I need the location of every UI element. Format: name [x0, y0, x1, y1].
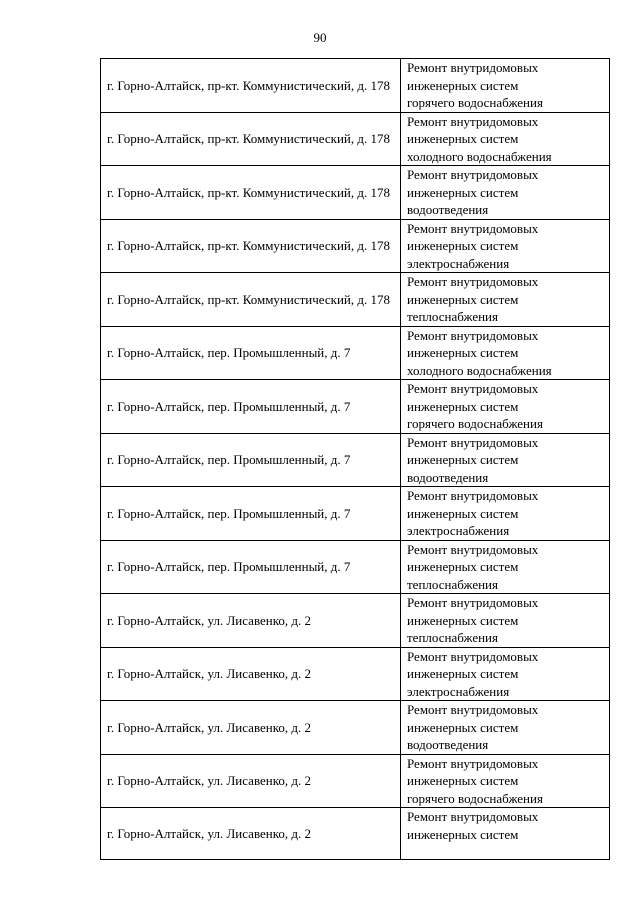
address-cell: г. Горно-Алтайск, пер. Промышленный, д. 7 — [101, 433, 401, 487]
table-row — [101, 219, 610, 273]
table-row — [101, 594, 610, 648]
work-type-cell — [401, 219, 610, 273]
work-type-line: Ремонт внутридомовых — [407, 755, 539, 771]
work-type-line: Ремонт внутридомовых — [407, 809, 539, 824]
page-number: 90 — [313, 30, 327, 45]
work-type-line: Ремонт внутридомовых — [407, 381, 539, 396]
address-cell: г. Горно-Алтайск, пр-кт. Коммунистический, д. 178 — [101, 273, 401, 327]
repair-works-table — [100, 58, 610, 860]
work-type-cell — [401, 380, 610, 434]
table-row — [101, 701, 610, 755]
work-type-line: Ремонт внутридомовых — [407, 60, 539, 75]
work-type-line: Ремонт внутридомовых — [407, 434, 539, 450]
work-type-cell — [401, 487, 610, 541]
table-row — [101, 326, 610, 380]
work-type-line: Ремонт внутридомовых — [407, 648, 539, 664]
work-type-line: инженерных систем — [407, 719, 519, 735]
table-row — [101, 380, 610, 434]
address-cell: г. Горно-Алтайск, ул. Лисавенко, д. 2 — [101, 754, 401, 808]
work-type-cell — [401, 59, 610, 113]
address-cell: г. Горно-Алтайск, пр-кт. Коммунистический, д. 178 — [101, 166, 401, 220]
work-type-cell — [401, 166, 610, 220]
table-row — [101, 59, 610, 113]
work-type-line: инженерных систем — [407, 452, 519, 467]
work-type-cell — [401, 701, 610, 755]
table-row — [101, 487, 610, 541]
work-type-line: холодного водоснабжения — [407, 362, 552, 378]
work-type-line: теплоснабжения — [407, 309, 498, 324]
work-type-line: инженерных систем — [407, 398, 519, 414]
work-type-line: инженерных систем — [407, 238, 519, 253]
work-type-line: Ремонт внутридомовых — [407, 595, 539, 610]
table-body — [101, 59, 610, 860]
table-row — [101, 433, 610, 487]
work-type-line: инженерных систем — [407, 184, 519, 200]
work-type-line: теплоснабжения — [407, 630, 498, 645]
work-type-line: инженерных систем — [407, 559, 519, 574]
work-type-line: Ремонт внутридомовых — [407, 220, 539, 236]
work-type-line: инженерных систем — [407, 773, 519, 788]
table-row — [101, 273, 610, 327]
work-type-line: Ремонт внутридомовых — [407, 167, 539, 182]
work-type-line: электроснабжения — [407, 683, 510, 699]
address-cell: г. Горно-Алтайск, ул. Лисавенко, д. 2 — [101, 701, 401, 755]
work-type-line: водоотведения — [407, 737, 489, 752]
table-row — [101, 540, 610, 594]
work-type-cell — [401, 433, 610, 487]
address-cell: г. Горно-Алтайск, пр-кт. Коммунистический, д. 178 — [101, 219, 401, 273]
table-row — [101, 166, 610, 220]
work-type-line: горячего водоснабжения — [407, 416, 543, 431]
work-type-cell — [401, 754, 610, 808]
work-type-line: горячего водоснабжения — [407, 95, 543, 110]
work-type-line: Ремонт внутридомовых — [407, 702, 539, 717]
address-cell: г. Горно-Алтайск, пер. Промышленный, д. 7 — [101, 487, 401, 541]
work-type-line: теплоснабжения — [407, 576, 498, 592]
work-type-line: инженерных систем — [407, 612, 519, 628]
work-type-line: водоотведения — [407, 469, 489, 485]
address-cell: г. Горно-Алтайск, ул. Лисавенко, д. 2 — [101, 647, 401, 701]
work-type-cell — [401, 808, 610, 860]
address-cell: г. Горно-Алтайск, пр-кт. Коммунистический, д. 178 — [101, 59, 401, 113]
address-cell: г. Горно-Алтайск, ул. Лисавенко, д. 2 — [101, 594, 401, 648]
work-type-line: холодного водоснабжения — [407, 148, 552, 164]
work-type-line: инженерных систем — [407, 291, 519, 307]
work-type-line: инженерных систем — [407, 131, 519, 146]
work-type-line: инженерных систем — [407, 77, 519, 93]
work-type-line: Ремонт внутридомовых — [407, 274, 539, 289]
work-type-line: инженерных систем — [407, 826, 519, 842]
work-type-cell — [401, 112, 610, 166]
work-type-line: электроснабжения — [407, 523, 510, 538]
work-type-cell — [401, 540, 610, 594]
work-type-cell — [401, 273, 610, 327]
work-type-line: Ремонт внутридомовых — [407, 327, 539, 343]
address-cell: г. Горно-Алтайск, пр-кт. Коммунистический, д. 178 — [101, 112, 401, 166]
work-type-line: Ремонт внутридомовых — [407, 113, 539, 129]
address-cell: г. Горно-Алтайск, ул. Лисавенко, д. 2 — [101, 808, 401, 860]
table-row — [101, 808, 610, 860]
table-row — [101, 647, 610, 701]
work-type-line: Ремонт внутридомовых — [407, 488, 539, 503]
work-type-line: инженерных систем — [407, 345, 519, 360]
work-type-cell — [401, 326, 610, 380]
address-cell: г. Горно-Алтайск, пер. Промышленный, д. 7 — [101, 380, 401, 434]
table-row — [101, 754, 610, 808]
address-cell: г. Горно-Алтайск, пер. Промышленный, д. 7 — [101, 540, 401, 594]
work-type-line: горячего водоснабжения — [407, 790, 543, 806]
work-type-line: инженерных систем — [407, 666, 519, 681]
work-type-cell — [401, 647, 610, 701]
work-type-cell — [401, 594, 610, 648]
address-cell: г. Горно-Алтайск, пер. Промышленный, д. 7 — [101, 326, 401, 380]
work-type-line: водоотведения — [407, 202, 489, 217]
table-row — [101, 112, 610, 166]
work-type-line: электроснабжения — [407, 255, 510, 271]
work-type-line: Ремонт внутридомовых — [407, 541, 539, 557]
work-type-line: инженерных систем — [407, 505, 519, 521]
